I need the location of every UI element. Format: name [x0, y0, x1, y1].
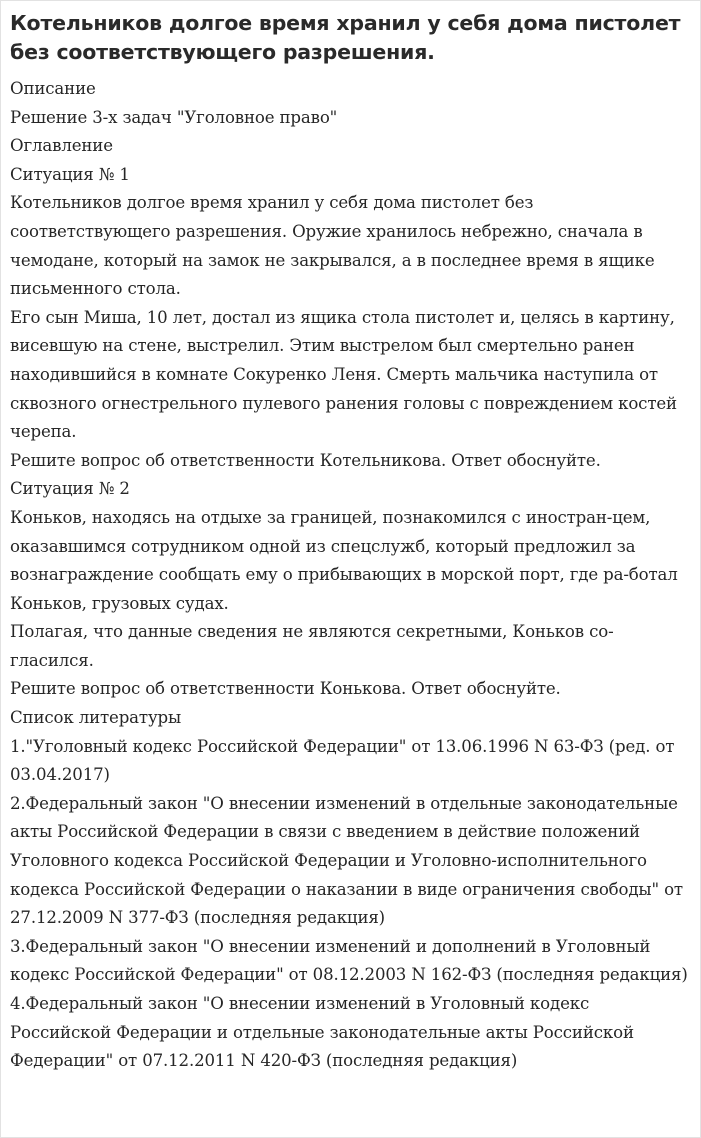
situation-1-paragraph: Котельников долгое время хранил у себя дома пистолет без соответствующего разрешения. Оружие хранилось небрежно, сначала в чемодане, который на замок не закрывался, а в последнее время в ящике письменного стола. — [10, 193, 655, 299]
situation-1-heading: Ситуация № 1 — [10, 164, 130, 184]
literature-item: 4.Федеральный закон "О внесении изменений в Уголовный кодекс Российской Федерации и отдельные законодательные акты Российской Федерации" от 07.12.2011 N 420-ФЗ (последняя редакция) — [10, 994, 634, 1071]
situation-2-question: Решите вопрос об ответственности Конькова. Ответ обоснуйте. — [10, 679, 561, 699]
description-label: Описание — [10, 79, 96, 98]
description-text: Решение 3-х задач "Уголовное право" — [10, 107, 338, 127]
situation-1-question: Решите вопрос об ответственности Котельникова. Ответ обоснуйте. — [10, 450, 601, 470]
document-page — [1, 1, 700, 1076]
situation-2-heading: Ситуация № 2 — [10, 479, 130, 499]
situation-2-paragraph: Полагая, что данные сведения не являются секретными, Коньков со-гласился. — [10, 622, 614, 670]
literature-item: 3.Федеральный закон "О внесении изменений и дополнений в Уголовный кодекс Российской Федерации" от 08.12.2003 N 162-ФЗ (последняя редакция) — [10, 936, 688, 985]
literature-item: 1."Уголовный кодекс Российской Федерации" от 13.06.1996 N 63-ФЗ (ред. от 03.04.2017) — [10, 736, 675, 785]
page-title: Котельников долгое время хранил у себя дома пистолет без соответствующего разрешения. — [10, 11, 681, 64]
situation-2-paragraph: Коньков, находясь на отдыхе за границей, познакомился с иностран-цем, оказавшимся сотрудником одной из спецслужб, который предложил за вознаграждение сообщать ему о прибывающих в морской порт, где ра-ботал Коньков, грузовых судах. — [10, 507, 678, 613]
situation-1-paragraph: Его сын Миша, 10 лет, достал из ящика стола пистолет и, целясь в картину, висевшую на стене, выстрелил. Этим выстрелом был смертельно ранен находившийся в комнате Сокуренко Леня. Смерть мальчика наступила от сквозного огнестрельного пулевого ранения головы с повреждением костей черепа. — [10, 307, 677, 442]
literature-item: 2.Федеральный закон "О внесении изменений в отдельные законодательные акты Российской Федерации в связи с введением в действие положений Уголовного кодекса Российской Федерации и Уголовно-исполнительного кодекса Российской Федерации о наказании в виде ограничения свободы" от 27.12.2009 N 377-ФЗ (последняя редакция) — [10, 793, 683, 928]
document-body — [10, 75, 693, 1076]
toc-label: Оглавление — [10, 136, 113, 156]
literature-heading: Список литературы — [10, 708, 182, 728]
literature-list — [10, 733, 693, 1076]
